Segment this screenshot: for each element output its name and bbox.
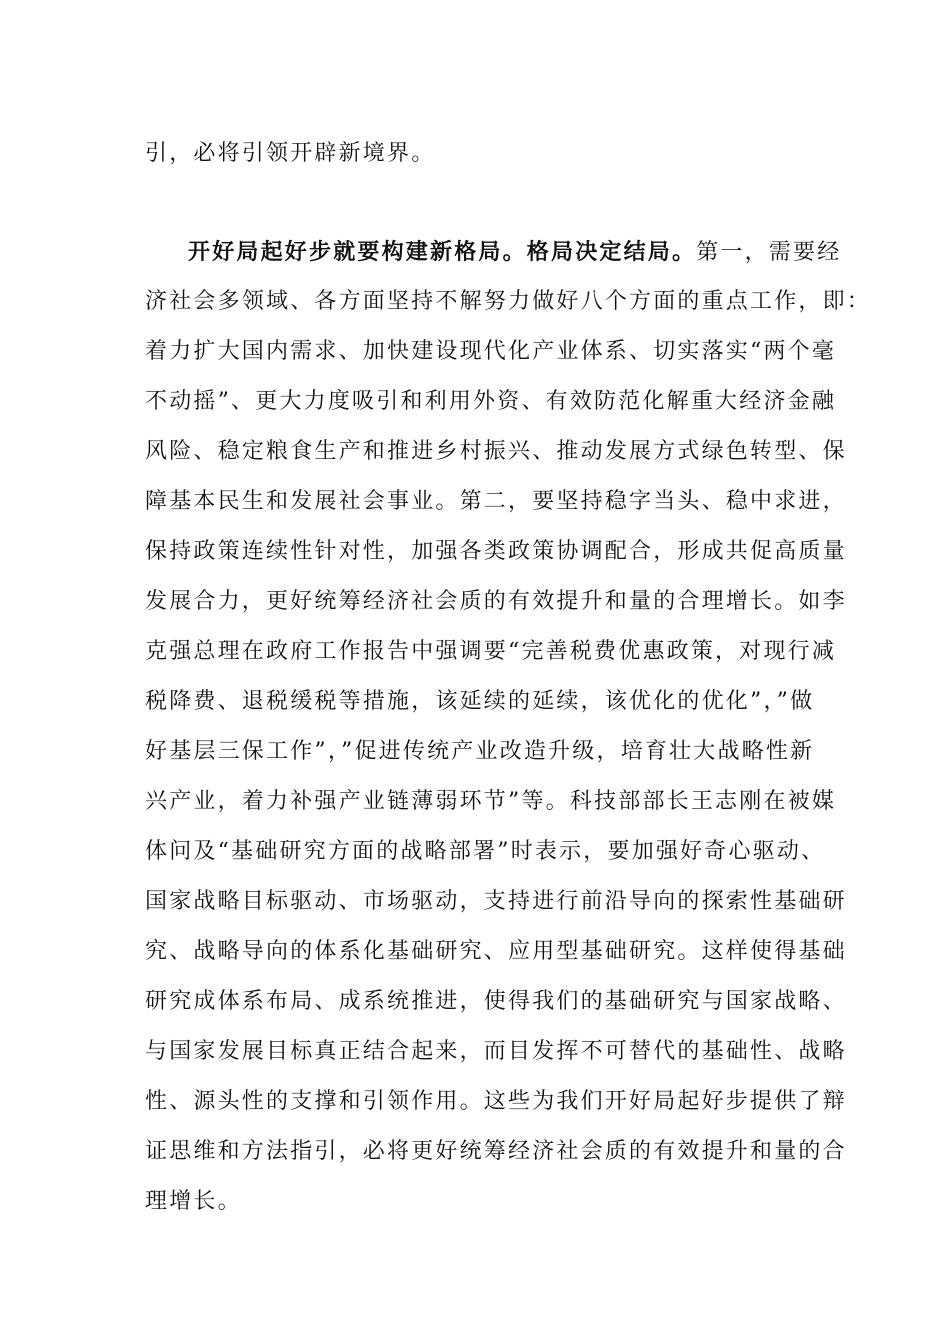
paragraph-2-heading: 开好局起好步就要构建新格局。格局决定结局。	[188, 239, 697, 265]
paragraph-2-line-11: 好基层三保工作”，”促进传统产业改造升级，培育壮大战略性新	[145, 739, 815, 764]
paragraph-2-line-17: 与国家发展目标真正结合起来，而目发挥不可替代的基础性、战略	[145, 1039, 847, 1064]
paragraph-2-line-9: 克强总理在政府工作报告中强调要“完善税费优惠政策，对现行减	[145, 639, 837, 664]
paragraph-2-line-1-rest: 第一，需要经	[696, 240, 842, 265]
paragraph-2-line-16: 研究成体系布局、成系统推进，使得我们的基础研究与国家战略、	[145, 989, 847, 1014]
paragraph-2-line-19: 证思维和方法指引，必将更好统筹经济社会质的有效提升和量的合	[145, 1139, 847, 1164]
paragraph-2-line-10: 税降费、退税缓税等措施，该延续的延续，该优化的优化”，”做	[145, 689, 815, 714]
paragraph-2-line-3: 着力扩大国内需求、加快建设现代化产业体系、切实落实“两个毫	[145, 339, 837, 364]
paragraph-1-line-1: 引，必将引领开辟新境界。	[145, 141, 436, 166]
paragraph-2-line-20: 理增长。	[145, 1189, 242, 1214]
paragraph-2-line-18: 性、源头性的支撑和引领作用。这些为我们开好局起好步提供了辩	[145, 1089, 847, 1114]
paragraph-2-line-2: 济社会多领域、各方面坚持不解努力做好八个方面的重点工作，即：	[145, 289, 872, 314]
paragraph-2-line-15: 究、战略导向的体系化基础研究、应用型基础研究。这样使得基础	[145, 939, 847, 964]
paragraph-2-line-5: 风险、稳定粮食生产和推进乡村振兴、推动发展方式绿色转型、保	[145, 439, 847, 464]
paragraph-2-line-6: 障基本民生和发展社会事业。第二，要坚持稳字当头、稳中求进，	[145, 489, 847, 514]
paragraph-2-line-13: 体问及“基础研究方面的战略部署”时表示，要加强好奇心驱动、	[145, 839, 826, 864]
paragraph-2-line-7: 保持政策连续性针对性，加强各类政策协调配合，形成共促高质量	[145, 539, 847, 564]
paragraph-2-line-8: 发展合力，更好统筹经济社会质的有效提升和量的合理增长。如李	[145, 589, 847, 614]
paragraph-2-line-1	[188, 237, 841, 268]
paragraph-2-line-4: 不动摇”、更大力度吸引和利用外资、有效防范化解重大经济金融	[145, 389, 837, 414]
paragraph-2-line-14: 国家战略目标驱动、市场驱动，支持进行前沿导向的探索性基础研	[145, 889, 847, 914]
paragraph-2-line-12: 兴产业，着力补强产业链薄弱环节”等。科技部部长王志刚在被媒	[145, 789, 837, 814]
